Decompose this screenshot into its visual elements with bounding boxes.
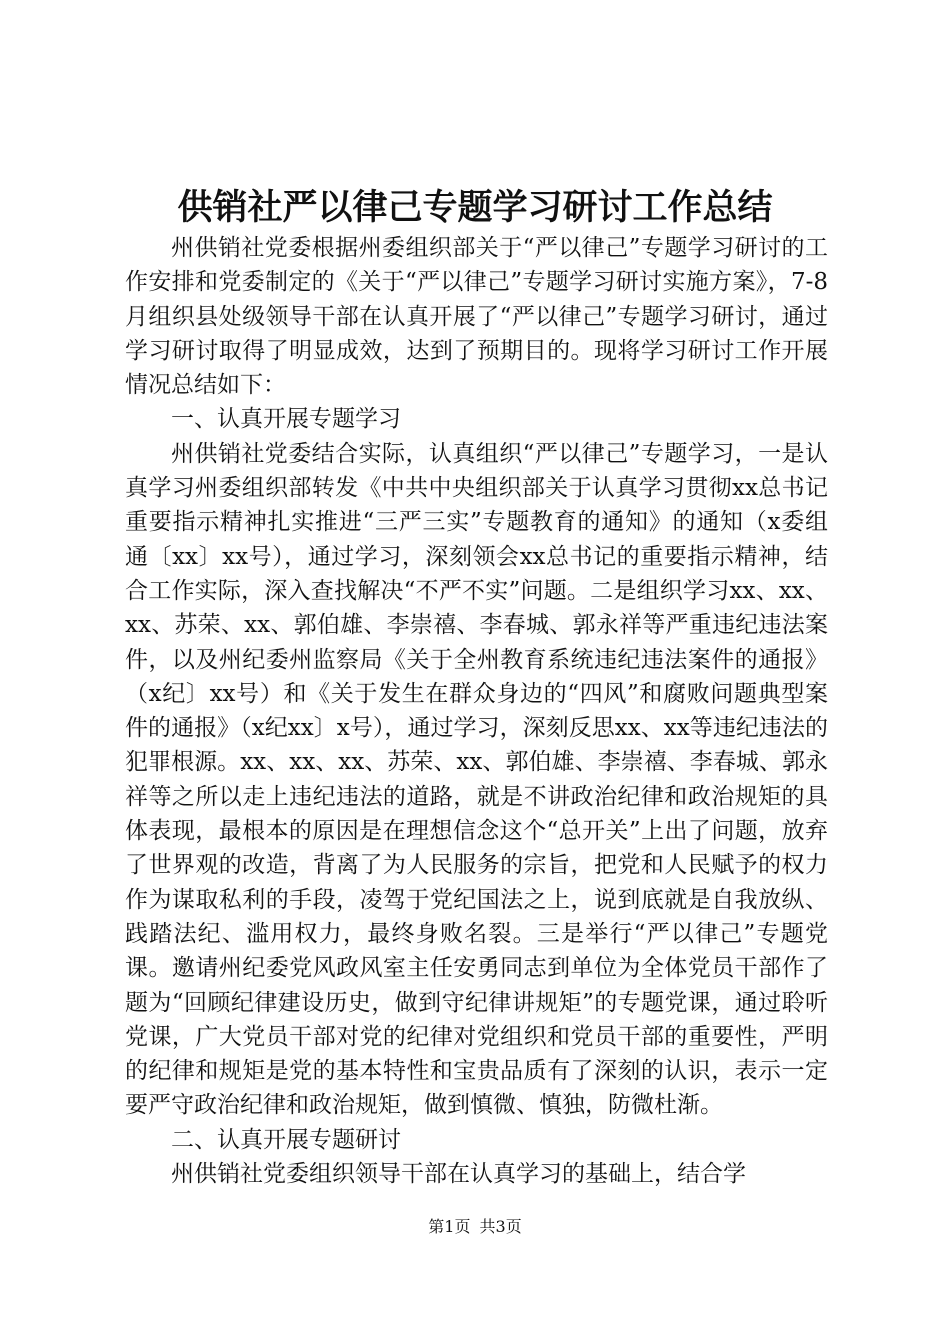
- page-total: 共3页: [479, 1217, 522, 1236]
- section-1-paragraph: 州供销社党委结合实际，认真组织“严以律己”专题学习，一是认真学习州委组织部转发《中共中央组织部关于认真学习贯彻xx总书记重要指示精神扎实推进“三严三实”专题教育的通知》的通知（x委组通〔xx〕xx号），通过学习，深刻领会xx总书记的重要指示精神，结合工作实际，深入查找解决“不严不实”问题。二是组织学习xx、xx、xx、苏荣、xx、郭伯雄、李崇禧、李春城、郭永祥等严重违纪违法案件，以及州纪委州监察局《关于全州教育系统违纪违法案件的通报》（x纪〕xx号）和《关于发生在群众身边的“四风”和腐败问题典型案件的通报》（x纪xx〕x号），通过学习，深刻反思xx、xx等违纪违法的犯罪根源。xx、xx、xx、苏荣、xx、郭伯雄、李崇禧、李春城、郭永祥等之所以走上违纪违法的道路，就是不讲政治纪律和政治规矩的具体表现，最根本的原因是在理想信念这个“总开关”上出了问题，放弃了世界观的改造，背离了为人民服务的宗旨，把党和人民赋予的权力作为谋取私利的手段，凌驾于党纪国法之上，说到底就是自我放纵、践踏法纪、滥用权力，最终身败名裂。三是举行“严以律己”专题党课。邀请州纪委党风政风室主任安勇同志到单位为全体党员干部作了题为“回顾纪律建设历史，做到守纪律讲规矩”的专题党课，通过聆听党课，广大党员干部对党的纪律对党组织和党员干部的重要性，严明的纪律和规矩是党的基本特性和宝贵品质有了深刻的认识，表示一定要严守政治纪律和政治规矩，做到慎微、慎独，防微杜渐。: [125, 440, 828, 1119]
- document-title: 供销社严以律己专题学习研讨工作总结: [177, 187, 773, 228]
- intro-paragraph: 州供销社党委根据州委组织部关于“严以律己”专题学习研讨的工作安排和党委制定的《关于“严以律己”专题学习研讨实施方案》，7-8月组织县处级领导干部在认真开展了“严以律己”专题学习研讨，通过学习研讨取得了明显成效，达到了预期目的。现将学习研讨工作开展情况总结如下：: [125, 235, 828, 399]
- section-heading-1: 一、认真开展专题学习: [171, 406, 401, 433]
- page-number: 第1页: [428, 1217, 471, 1236]
- section-2-paragraph: 州供销社党委组织领导干部在认真学习的基础上，结合学: [171, 1161, 746, 1188]
- document-body: [125, 231, 828, 1191]
- page-footer: [0, 1215, 950, 1239]
- section-heading-2: 二、认真开展专题研讨: [171, 1126, 401, 1153]
